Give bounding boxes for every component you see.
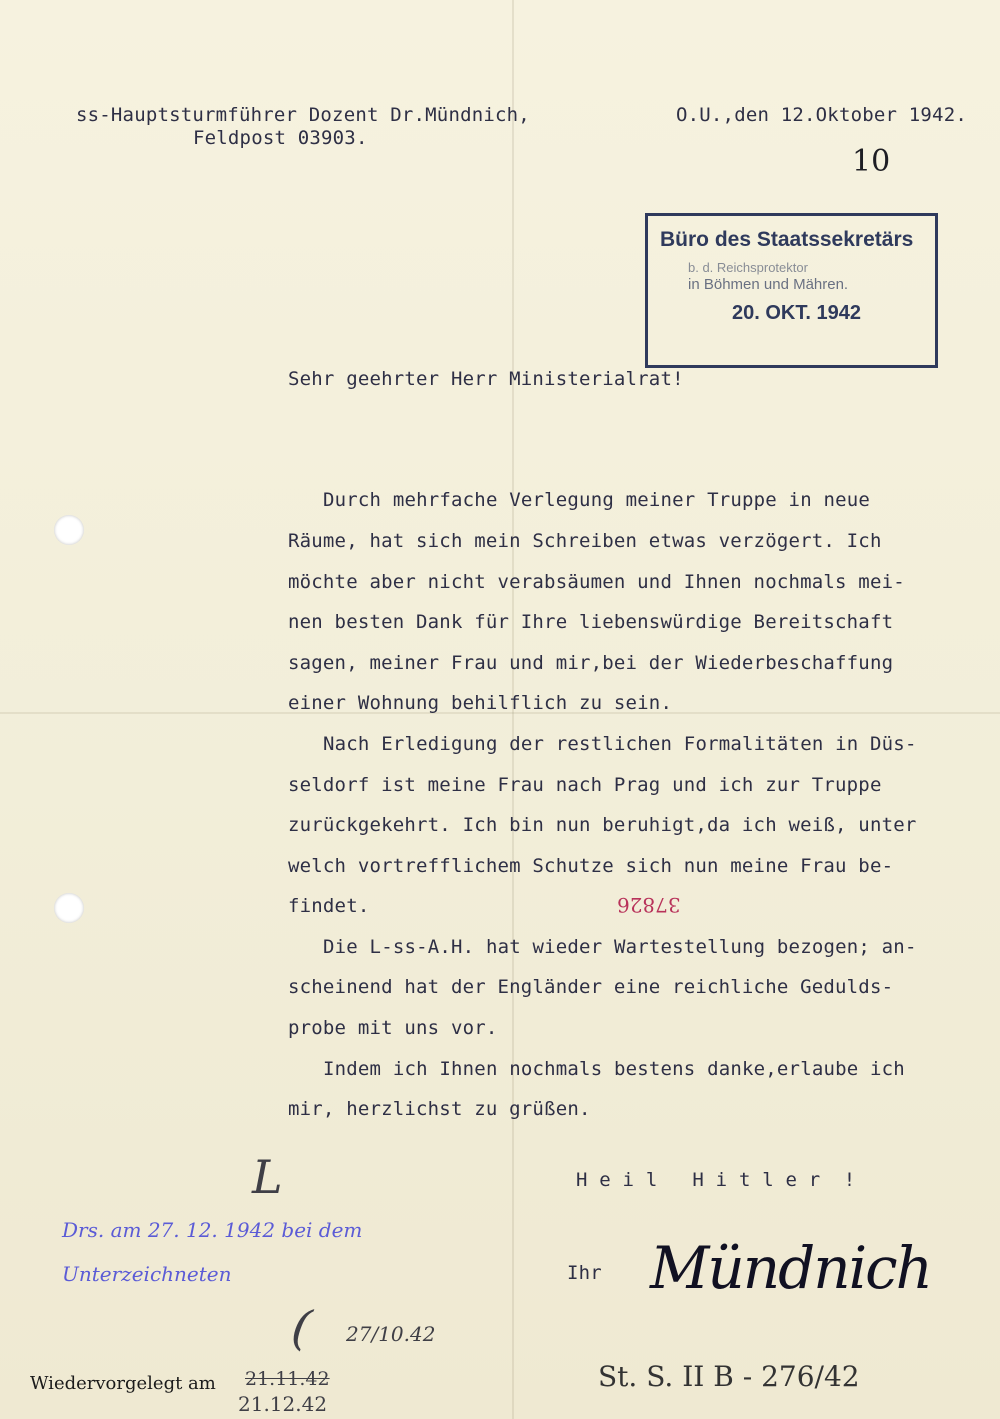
pencil-date: 27/10.42 <box>346 1322 436 1346</box>
stamp-date: 20. OKT. 1942 <box>732 302 861 324</box>
body-line: findet. <box>288 895 370 917</box>
body-line: Durch mehrfache Verlegung meiner Truppe in neue <box>323 489 871 511</box>
stamp-line-3: in Böhmen und Mähren. <box>688 276 849 293</box>
punch-hole-bottom <box>54 893 84 923</box>
body-line: Räume, hat sich mein Schreiben etwas verzögert. Ich <box>288 530 882 552</box>
wiedervorgelegt-new-date: 21.12.42 <box>238 1392 328 1416</box>
body-line: nen besten Dank für Ihre liebenswürdige Bereitschaft <box>288 611 894 633</box>
file-reference: St. S. II B - 276/42 <box>598 1360 860 1393</box>
body-line: einer Wohnung behilflich zu sein. <box>288 692 673 714</box>
body-line: Die L-ss-A.H. hat wieder Wartestellung bezogen; an- <box>323 936 917 958</box>
stamp-line-2: b. d. Reichsprotektor <box>688 260 808 275</box>
handwritten-note-line-1: Drs. am 27. 12. 1942 bei dem <box>62 1218 363 1242</box>
body-line: welch vortrefflichem Schutze sich nun meine Frau be- <box>288 855 894 877</box>
receipt-stamp <box>645 213 938 368</box>
body-line: zurückgekehrt. Ich bin nun beruhigt,da ich weiß, unter <box>288 814 917 836</box>
body-line: sagen, meiner Frau und mir,bei der Wiederbeschaffung <box>288 652 894 674</box>
sender-line-1: ss-Hauptsturmführer Dozent Dr.Mündnich, <box>76 104 530 126</box>
signature: Mündnich <box>650 1234 931 1302</box>
punch-hole-top <box>54 515 84 545</box>
wiedervorgelegt-label: Wiedervorgelegt am <box>30 1373 216 1394</box>
stamp-line-1: Büro des Staatssekretärs <box>660 228 914 251</box>
date-line: O.U.,den 12.Oktober 1942. <box>676 104 967 126</box>
page-number: 10 <box>852 144 891 179</box>
closing-ihr: Ihr <box>567 1262 602 1284</box>
handwritten-note-line-2: Unterzeichneten <box>62 1262 232 1286</box>
body-line: mir, herzlichst zu grüßen. <box>288 1098 591 1120</box>
pencil-mark: ( <box>288 1298 315 1358</box>
pencil-initial: L <box>252 1150 283 1204</box>
sender-line-2: Feldpost 03903. <box>193 127 368 149</box>
body-line: probe mit uns vor. <box>288 1017 498 1039</box>
body-line: seldorf ist meine Frau nach Prag und ich zur Truppe <box>288 774 882 796</box>
wiedervorgelegt-struck-date: 21.11.42 <box>245 1368 330 1390</box>
body-line: Indem ich Ihnen nochmals bestens danke,erlaube ich <box>323 1058 905 1080</box>
body-line: scheinend hat der Engländer eine reichliche Gedulds- <box>288 976 894 998</box>
salutation: Sehr geehrter Herr Ministerialrat! <box>288 368 684 390</box>
body-line: Nach Erledigung der restlichen Formalitäten in Düs- <box>323 733 917 755</box>
closing-greeting: H e i l H i t l e r ! <box>576 1169 856 1191</box>
body-line: möchte aber nicht verabsäumen und Ihnen nochmals mei- <box>288 571 905 593</box>
red-file-number: 37826 <box>617 893 681 917</box>
